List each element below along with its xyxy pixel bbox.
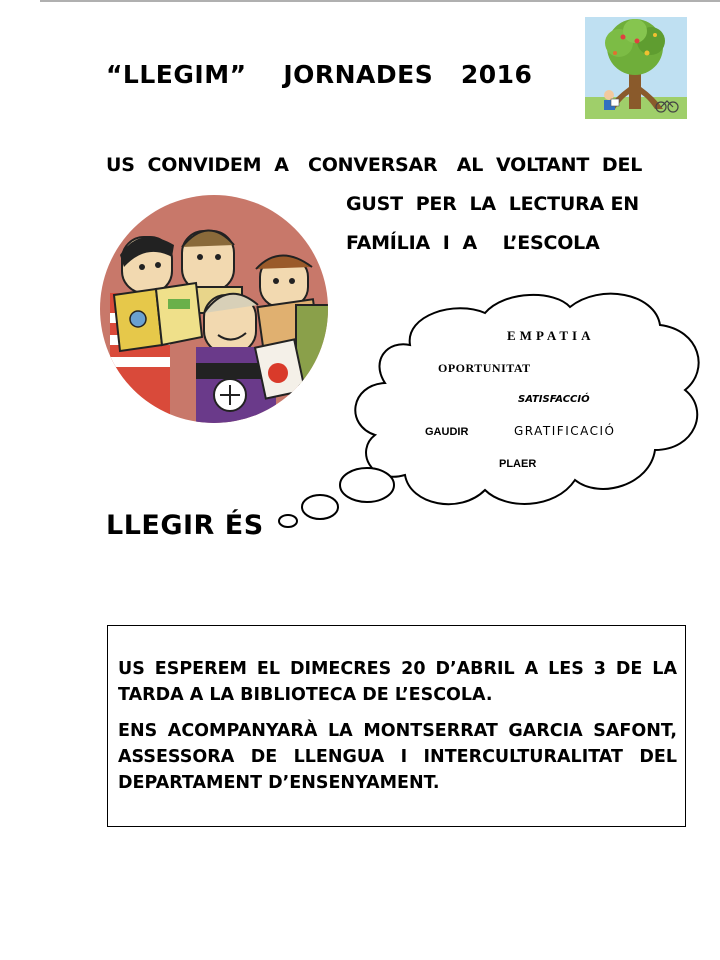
cloud-word-oportunitat: OPORTUNITAT xyxy=(438,361,531,375)
invitation-line-1: US CONVIDEM A CONVERSAR AL VOLTANT DEL xyxy=(106,154,643,176)
invitation-line-3: FAMÍLIA I A L’ESCOLA xyxy=(346,232,600,254)
cloud-word-satisfaccio: SATISFACCIÓ xyxy=(518,394,590,405)
page-title: “LLEGIM” JORNADES 2016 xyxy=(106,60,533,89)
thought-cloud xyxy=(270,285,710,535)
cloud-word-plaer: PLAER xyxy=(499,458,537,470)
event-details-paragraph: US ESPEREM EL DIMECRES 20 D’ABRIL A LES 3 DE LA TARDA A LA BIBLIOTECA DE L’ESCOLA. xyxy=(118,659,677,705)
reading-tree-logo xyxy=(585,17,687,119)
speaker-paragraph: ENS ACOMPANYARÀ LA MONTSERRAT GARCIA SAFONT, ASSESSORA DE LLENGUA I INTERCULTURALITAT DEL DEPARTAMENT D’ENSENYAMENT. xyxy=(118,721,677,793)
cloud-word-gratificacio: GRATIFICACIÓ xyxy=(514,424,616,438)
event-info-box xyxy=(107,625,686,827)
cloud-word-gaudir: GAUDIR xyxy=(425,426,469,438)
invitation-line-2: GUST PER LA LECTURA EN xyxy=(346,193,639,215)
headline-llegir-es: LLEGIR ÉS xyxy=(106,510,264,541)
cloud-word-empatia: EMPATIA xyxy=(507,328,595,343)
top-rule xyxy=(40,0,720,2)
